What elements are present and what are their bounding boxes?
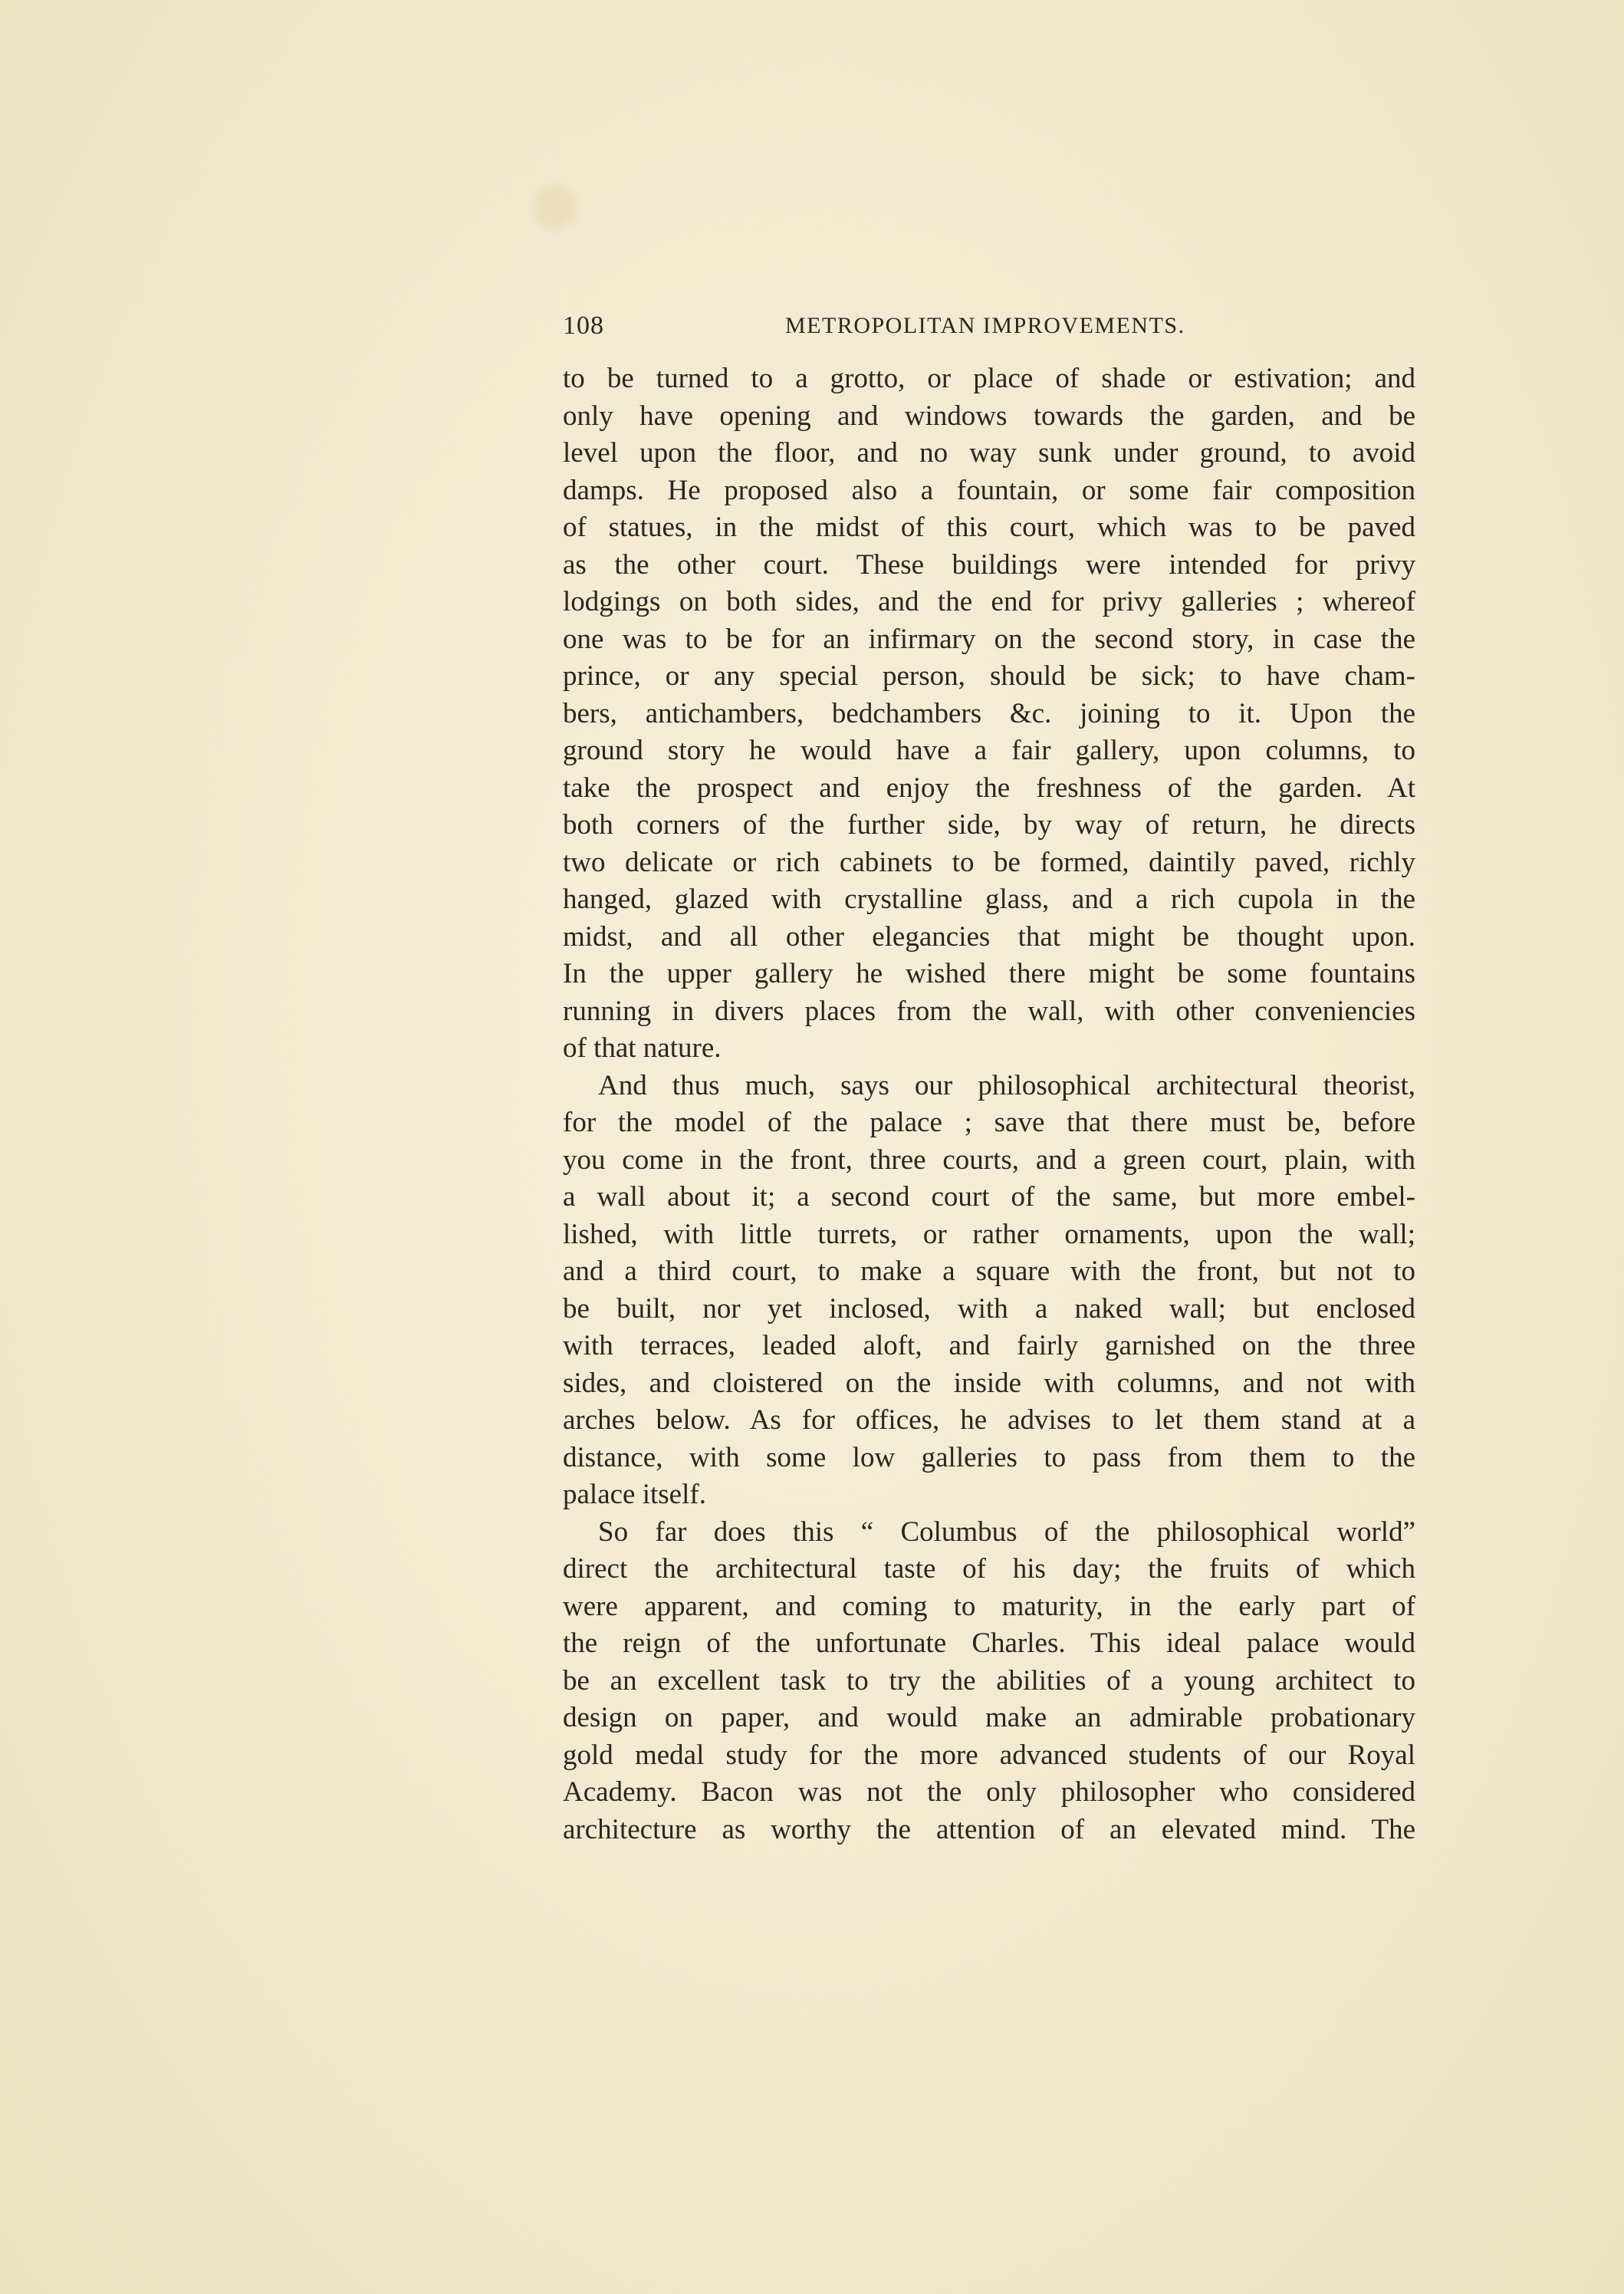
body-text (563, 360, 1415, 1848)
text-line: and a third court, to make a square with the front, but not to (563, 1256, 1415, 1287)
text-line: the reign of the unfortunate Charles. This ideal palace would (563, 1628, 1415, 1659)
page-header (563, 307, 1415, 353)
text-line: And thus much, says our philosophical architectural theorist, (598, 1069, 1415, 1101)
paper-stain (534, 186, 577, 229)
text-line: only have opening and windows towards the garden, and be (563, 400, 1415, 432)
text-line: architecture as worthy the attention of an elevated mind. The (563, 1813, 1415, 1845)
paragraph (563, 1514, 1415, 1849)
text-line: bers, antichambers, bedchambers &c. joining to it. Upon the (563, 697, 1415, 729)
text-line: of statues, in the midst of this court, which was to be paved (563, 512, 1415, 543)
text-line: So far does this “ Columbus of the philosophical world” (598, 1516, 1415, 1548)
text-line: level upon the floor, and no way sunk under ground, to avoid (563, 437, 1415, 469)
text-line: lished, with little turrets, or rather ornaments, upon the wall; (563, 1218, 1415, 1250)
text-line: prince, or any special person, should be sick; to have cham- (563, 660, 1415, 692)
paragraph (563, 1068, 1415, 1514)
text-line: ground story he would have a fair gallery, upon columns, to (563, 735, 1415, 766)
text-line: as the other court. These buildings were intended for privy (563, 548, 1415, 581)
text-line: damps. He proposed also a fountain, or some fair composition (563, 474, 1415, 506)
text-line: sides, and cloistered on the inside with columns, and not with (563, 1367, 1415, 1399)
text-line: Academy. Bacon was not the only philosopher who considered (563, 1776, 1415, 1808)
running-head: METROPOLITAN IMPROVEMENTS. (785, 313, 1185, 338)
text-line: be built, nor yet inclosed, with a naked wall; but enclosed (563, 1292, 1415, 1325)
text-line: hanged, glazed with crystalline glass, and a rich cupola in the (563, 884, 1415, 915)
text-line: with terraces, leaded aloft, and fairly garnished on the three (563, 1330, 1415, 1361)
text-line: gold medal study for the more advanced students of our Royal (563, 1739, 1415, 1771)
text-line: midst, and all other elegancies that might be thought upon. (563, 920, 1415, 953)
paragraph (563, 360, 1415, 1068)
text-line: be an excellent task to try the abilities of a young architect to (563, 1664, 1415, 1697)
text-line: distance, with some low galleries to pass from them to the (563, 1441, 1415, 1473)
text-line: direct the architectural taste of his day; the fruits of which (563, 1553, 1415, 1585)
text-line: of that nature. (563, 1032, 722, 1064)
text-line: design on paper, and would make an admirable probationary (563, 1702, 1415, 1733)
text-line: arches below. As for offices, he advises to let them stand at a (563, 1404, 1415, 1436)
page-number: 108 (563, 311, 604, 340)
text-line: two delicate or rich cabinets to be formed, daintily paved, richly (563, 846, 1415, 878)
text-line: take the prospect and enjoy the freshness of the garden. At (563, 772, 1415, 804)
text-line: one was to be for an infirmary on the second story, in case the (563, 623, 1415, 655)
text-line: lodgings on both sides, and the end for privy galleries ; whereof (563, 586, 1415, 617)
text-line: for the model of the palace ; save that there must be, before (563, 1107, 1415, 1138)
text-line: palace itself. (563, 1479, 706, 1510)
text-line: were apparent, and coming to maturity, in the early part of (563, 1590, 1415, 1622)
text-line: to be turned to a grotto, or place of shade or estivation; and (563, 363, 1415, 394)
text-line: a wall about it; a second court of the same, but more embel- (563, 1181, 1415, 1213)
text-line: In the upper gallery he wished there might be some fountains (563, 958, 1415, 989)
text-line: you come in the front, three courts, and a green court, plain, with (563, 1144, 1415, 1176)
text-line: both corners of the further side, by way of return, he directs (563, 809, 1415, 841)
text-line: running in divers places from the wall, with other conveniencies (563, 995, 1415, 1027)
